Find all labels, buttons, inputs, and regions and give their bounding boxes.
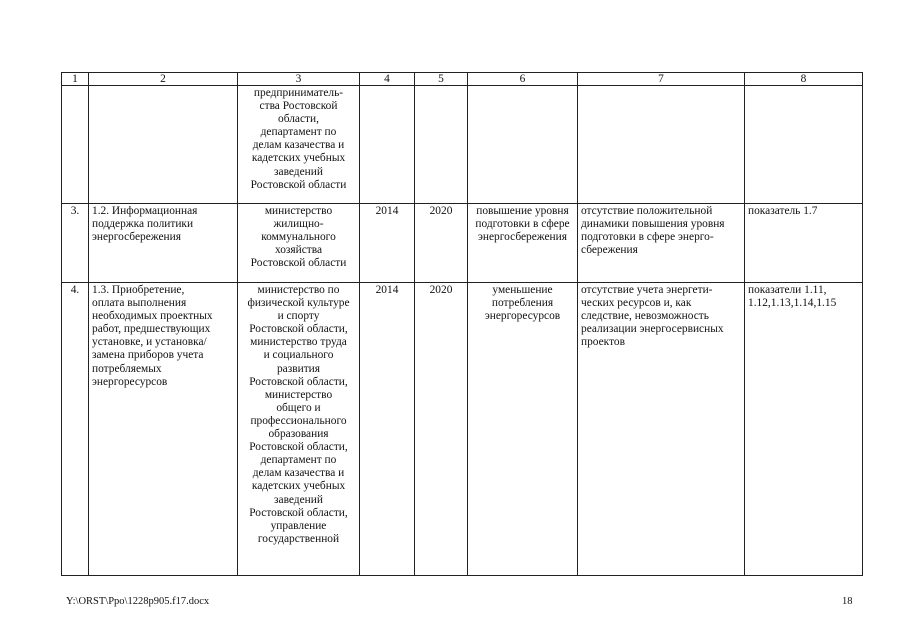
footer-file-path: Y:\ORST\Ppo\1228p905.f17.docx	[66, 596, 210, 607]
cell-number: 3.	[62, 204, 89, 283]
column-header-start-year: 4	[360, 73, 415, 86]
column-header-activity: 2	[89, 73, 238, 86]
cell-number: 4.	[62, 283, 89, 576]
cell-activity	[89, 86, 238, 204]
table-header-row	[62, 73, 863, 86]
cell-activity: 1.2. Информационная поддержка политики энергосбережения	[89, 204, 238, 283]
table-row	[62, 283, 863, 576]
column-header-number: 1	[62, 73, 89, 86]
column-header-indicators: 8	[745, 73, 863, 86]
cell-activity: 1.3. Приобретение, оплата выполнения необходимых проектных работ, предшествующих установке, и установка/ замена приборов учета потребляемых энергоресурсов	[89, 283, 238, 576]
cell-consequences: отсутствие учета энергети- ческих ресурсов и, как следствие, невозможность реализации энергосервисных проектов	[578, 283, 745, 576]
cell-executor: министерство жилищно- коммунального хозяйства Ростовской области	[238, 204, 360, 283]
column-header-expected-result: 6	[468, 73, 578, 86]
cell-consequences: отсутствие положительной динамики повышения уровня подготовки в сфере энерго- сбережения	[578, 204, 745, 283]
cell-indicators: показатели 1.11, 1.12,1.13,1.14,1.15	[745, 283, 863, 576]
cell-end-year: 2020	[415, 283, 468, 576]
table-row	[62, 86, 863, 204]
cell-start-year: 2014	[360, 283, 415, 576]
cell-executor: предприниматель- ства Ростовской области, департамент по делам казачества и кадетских учебных заведений Ростовской области	[238, 86, 360, 204]
column-header-executor: 3	[238, 73, 360, 86]
cell-end-year: 2020	[415, 204, 468, 283]
cell-end-year	[415, 86, 468, 204]
cell-consequences	[578, 86, 745, 204]
footer-page-number: 18	[842, 596, 853, 607]
cell-executor: министерство по физической культуре и спорту Ростовской области, министерство труда и социального развития Ростовской области, министерство общего и профессионального образования Ростовской области, департамент по делам казачества и кадетских учебных заведений Ростовской области, управление государственной	[238, 283, 360, 576]
column-header-consequences: 7	[578, 73, 745, 86]
cell-number	[62, 86, 89, 204]
cell-expected-result	[468, 86, 578, 204]
cell-expected-result: уменьшение потребления энергоресурсов	[468, 283, 578, 576]
cell-start-year: 2014	[360, 204, 415, 283]
document-table	[61, 72, 863, 576]
cell-start-year	[360, 86, 415, 204]
cell-expected-result: повышение уровня подготовки в сфере энергосбережения	[468, 204, 578, 283]
column-header-end-year: 5	[415, 73, 468, 86]
cell-indicators: показатель 1.7	[745, 204, 863, 283]
table-row	[62, 204, 863, 283]
cell-indicators	[745, 86, 863, 204]
